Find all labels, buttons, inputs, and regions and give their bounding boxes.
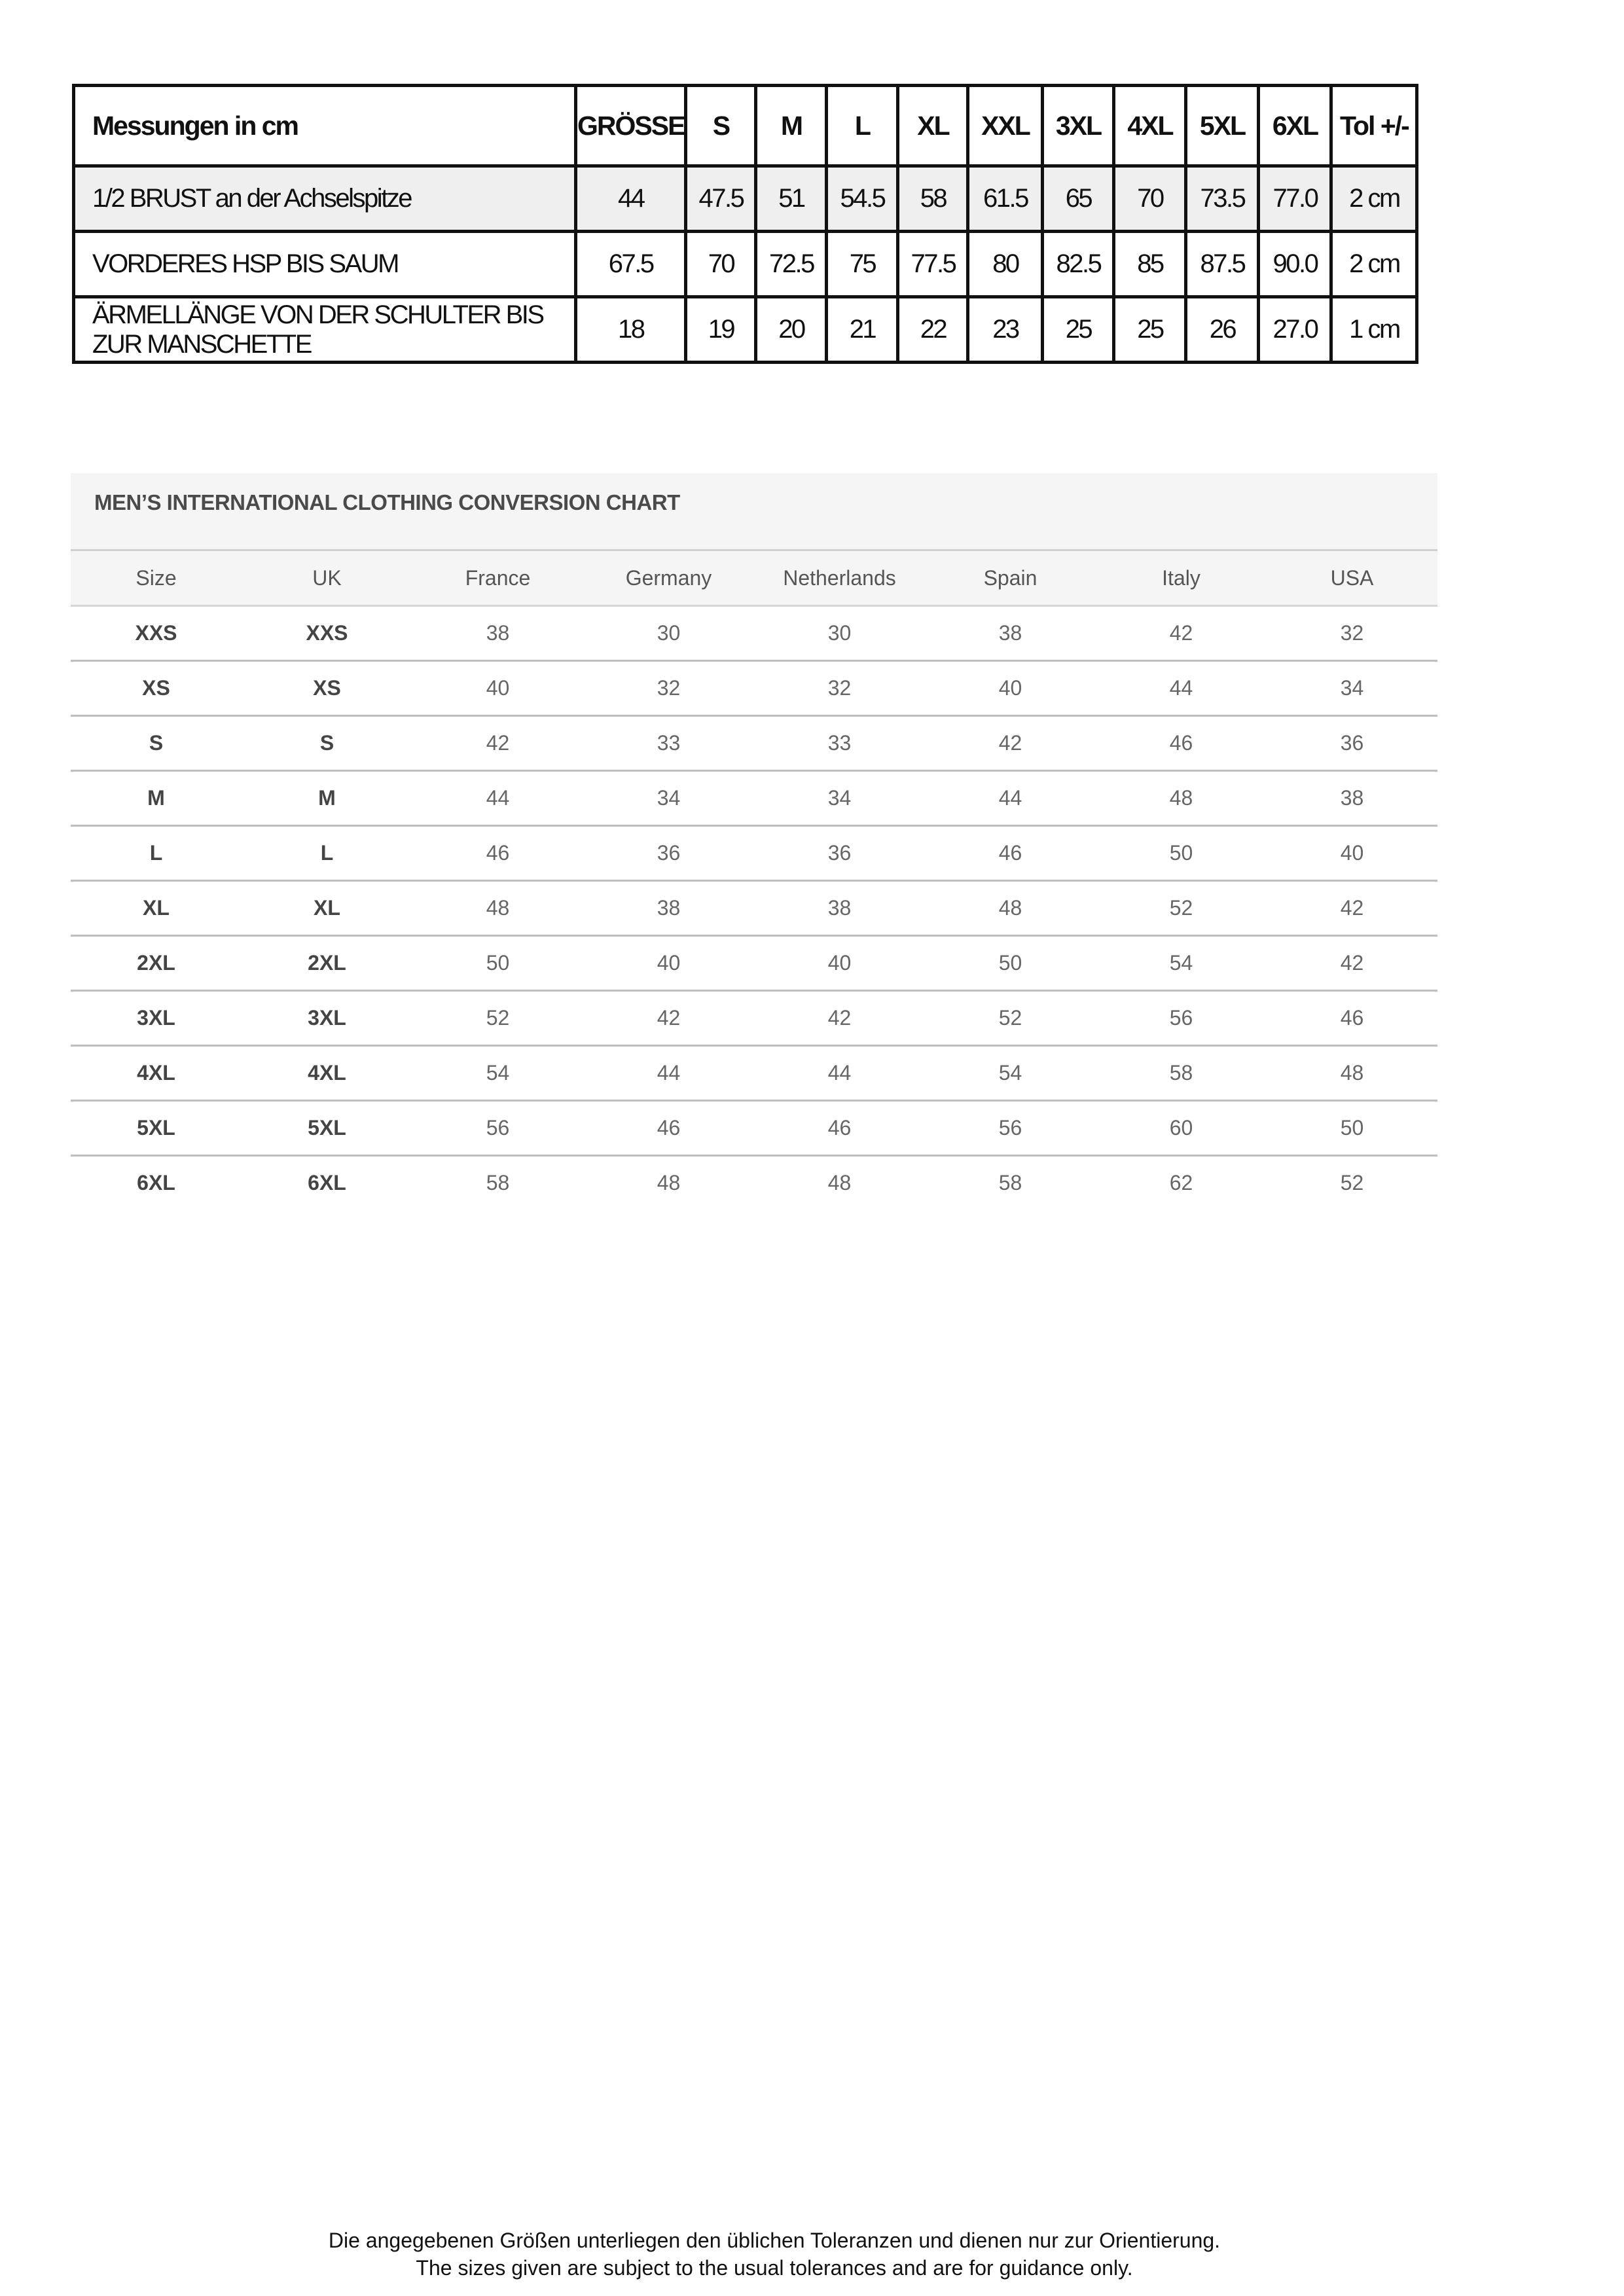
conversion-cell: 42	[1096, 606, 1267, 661]
measurements-header-cell: 6XL	[1259, 86, 1331, 166]
conversion-cell: 56	[1096, 991, 1267, 1046]
conversion-header-cell: UK	[242, 550, 412, 606]
table-row	[71, 881, 1437, 936]
table-row	[71, 826, 1437, 881]
measurements-header-cell: 5XL	[1186, 86, 1259, 166]
conversion-cell: 6XL	[137, 1171, 175, 1194]
measurements-value-cell: 54.5	[827, 166, 898, 232]
measurements-header-cell: L	[827, 86, 898, 166]
conversion-cell: S	[71, 716, 242, 771]
conversion-cell: 32	[583, 661, 754, 716]
conversion-cell: XL	[242, 881, 412, 936]
measurements-value-cell: 77.0	[1259, 166, 1331, 232]
conversion-cell: 48	[412, 881, 583, 936]
conversion-cell: XS	[71, 661, 242, 716]
measurements-value-cell: 75	[827, 232, 898, 297]
conversion-cell: 36	[1267, 716, 1437, 771]
measurements-value-cell: 67.5	[576, 232, 686, 297]
conversion-cell: S	[242, 716, 412, 771]
measurements-value-cell: 70	[686, 232, 756, 297]
conversion-cell: 54	[412, 1046, 583, 1101]
measurements-row-label: VORDERES HSP BIS SAUM	[74, 232, 576, 297]
conversion-table	[71, 549, 1437, 1210]
conversion-cell: 52	[412, 991, 583, 1046]
table-row	[71, 1101, 1437, 1156]
conversion-cell: 3XL	[71, 991, 242, 1046]
measurements-row	[74, 297, 1417, 363]
measurements-value-cell: 22	[898, 297, 968, 363]
table-row	[71, 771, 1437, 826]
conversion-cell: 46	[1096, 716, 1267, 771]
conversion-cell: 54	[1096, 936, 1267, 991]
measurements-value-cell: 87.5	[1186, 232, 1259, 297]
measurements-row-label: ÄRMELLÄNGE VON DER SCHULTER BIS ZUR MANSCHETTE	[74, 297, 576, 363]
conversion-cell: 48	[657, 1171, 681, 1194]
conversion-header-cell: Netherlands	[754, 550, 925, 606]
conversion-cell: 38	[412, 606, 583, 661]
conversion-cell: 50	[412, 936, 583, 991]
measurements-row	[74, 232, 1417, 297]
conversion-cell: XS	[242, 661, 412, 716]
conversion-cell: 44	[1096, 661, 1267, 716]
conversion-cell: M	[71, 771, 242, 826]
measurements-header-cell: GRÖSSE	[576, 86, 686, 166]
conversion-cell: 4XL	[242, 1046, 412, 1101]
measurements-value-cell: 27.0	[1259, 297, 1331, 363]
conversion-cell: 58	[486, 1171, 510, 1194]
conversion-cell: 4XL	[71, 1046, 242, 1101]
measurements-value-cell: 26	[1186, 297, 1259, 363]
conversion-cell: 44	[754, 1046, 925, 1101]
footer-note	[0, 2227, 1624, 2282]
conversion-chart-title: MEN’S INTERNATIONAL CLOTHING CONVERSION CHART	[71, 473, 1437, 549]
conversion-cell: 42	[1267, 881, 1437, 936]
measurements-value-cell: 73.5	[1186, 166, 1259, 232]
conversion-cell: 36	[583, 826, 754, 881]
conversion-cell: 33	[583, 716, 754, 771]
conversion-cell: 40	[754, 936, 925, 991]
conversion-cell: 44	[412, 771, 583, 826]
conversion-cell: 32	[1267, 606, 1437, 661]
conversion-cell: 6XL	[308, 1171, 346, 1194]
conversion-cell: 52	[925, 991, 1096, 1046]
measurements-header-cell: XXL	[968, 86, 1043, 166]
measurements-value-cell: 80	[968, 232, 1043, 297]
measurements-value-cell: 70	[1114, 166, 1186, 232]
conversion-cell: 54	[925, 1046, 1096, 1101]
conversion-cell: 38	[754, 881, 925, 936]
conversion-cell: 40	[583, 936, 754, 991]
footer-line-english: The sizes given are subject to the usual tolerances and are for guidance only.	[416, 2256, 1133, 2280]
conversion-cell: 30	[583, 606, 754, 661]
table-row	[71, 1046, 1437, 1101]
conversion-cell: 46	[1267, 991, 1437, 1046]
conversion-header-cell: Germany	[583, 550, 754, 606]
footer-line-german: Die angegebenen Größen unterliegen den üblichen Toleranzen und dienen nur zur Orientierung.	[328, 2229, 1221, 2252]
conversion-cell: 42	[412, 716, 583, 771]
conversion-cell: 60	[1096, 1101, 1267, 1156]
measurements-header-cell: 4XL	[1114, 86, 1186, 166]
conversion-cell: 44	[925, 771, 1096, 826]
conversion-cell: 42	[583, 991, 754, 1046]
conversion-cell: 58	[998, 1171, 1022, 1194]
conversion-cell: 42	[754, 991, 925, 1046]
conversion-cell: 40	[1267, 826, 1437, 881]
conversion-cell: 44	[583, 1046, 754, 1101]
measurements-value-cell: 90.0	[1259, 232, 1331, 297]
measurements-value-cell: 47.5	[686, 166, 756, 232]
measurements-value-cell: 85	[1114, 232, 1186, 297]
measurements-value-cell: 61.5	[968, 166, 1043, 232]
conversion-cell: XL	[71, 881, 242, 936]
table-row	[71, 661, 1437, 716]
conversion-header-cell: Italy	[1096, 550, 1267, 606]
conversion-cell: 33	[754, 716, 925, 771]
measurements-value-cell: 21	[827, 297, 898, 363]
conversion-cell: 52	[1340, 1171, 1364, 1194]
measurements-value-cell: 19	[686, 297, 756, 363]
measurements-value-cell: 20	[756, 297, 827, 363]
conversion-cell: 2XL	[242, 936, 412, 991]
measurements-value-cell: 44	[576, 166, 686, 232]
conversion-cell: 56	[412, 1101, 583, 1156]
conversion-cell: 36	[754, 826, 925, 881]
conversion-cell: 34	[754, 771, 925, 826]
measurements-header-cell: M	[756, 86, 827, 166]
table-row	[71, 936, 1437, 991]
conversion-cell: 56	[925, 1101, 1096, 1156]
measurements-header-label: Messungen in cm	[74, 86, 576, 166]
measurements-value-cell: 82.5	[1043, 232, 1114, 297]
measurements-value-cell: 77.5	[898, 232, 968, 297]
measurements-value-cell: 51	[756, 166, 827, 232]
conversion-cell: M	[242, 771, 412, 826]
table-row	[71, 1156, 1437, 1210]
measurements-header-row	[74, 86, 1417, 166]
measurements-value-cell: 65	[1043, 166, 1114, 232]
measurements-table	[72, 84, 1418, 364]
measurements-header-cell: 3XL	[1043, 86, 1114, 166]
measurements-row	[74, 166, 1417, 232]
measurements-header-cell: XL	[898, 86, 968, 166]
measurements-header-cell: S	[686, 86, 756, 166]
measurements-value-cell: 72.5	[756, 232, 827, 297]
conversion-cell: 40	[925, 661, 1096, 716]
conversion-cell: 38	[1267, 771, 1437, 826]
conversion-header-cell: France	[412, 550, 583, 606]
measurements-value-cell: 2 cm	[1331, 166, 1417, 232]
conversion-cell: 34	[1267, 661, 1437, 716]
conversion-cell: 48	[1096, 771, 1267, 826]
conversion-cell: 50	[1267, 1101, 1437, 1156]
conversion-cell: 38	[583, 881, 754, 936]
conversion-cell: XXS	[242, 606, 412, 661]
conversion-header-cell: Size	[71, 550, 242, 606]
conversion-chart	[71, 473, 1437, 1210]
conversion-cell: 34	[583, 771, 754, 826]
measurements-value-cell: 23	[968, 297, 1043, 363]
conversion-cell: 46	[754, 1101, 925, 1156]
conversion-cell: 32	[754, 661, 925, 716]
conversion-cell: 42	[1267, 936, 1437, 991]
conversion-cell: 48	[1267, 1046, 1437, 1101]
conversion-cell: 50	[925, 936, 1096, 991]
measurements-value-cell: 18	[576, 297, 686, 363]
measurements-row-label: 1/2 BRUST an der Achselspitze	[74, 166, 576, 232]
conversion-cell: L	[242, 826, 412, 881]
conversion-cell: 62	[1169, 1171, 1193, 1194]
measurements-value-cell: 2 cm	[1331, 232, 1417, 297]
table-row	[71, 991, 1437, 1046]
conversion-cell: XXS	[71, 606, 242, 661]
conversion-header-cell: Spain	[925, 550, 1096, 606]
measurements-value-cell: 25	[1043, 297, 1114, 363]
conversion-cell: 48	[827, 1171, 852, 1194]
table-row	[71, 716, 1437, 771]
conversion-cell: 3XL	[242, 991, 412, 1046]
conversion-cell: 46	[412, 826, 583, 881]
measurements-value-cell: 1 cm	[1331, 297, 1417, 363]
conversion-cell: 5XL	[242, 1101, 412, 1156]
conversion-cell: 2XL	[71, 936, 242, 991]
conversion-header-cell: USA	[1267, 550, 1437, 606]
measurements-value-cell: 58	[898, 166, 968, 232]
conversion-cell: 48	[925, 881, 1096, 936]
conversion-cell: 52	[1096, 881, 1267, 936]
conversion-cell: 40	[412, 661, 583, 716]
conversion-header-row	[71, 550, 1437, 606]
conversion-cell: 42	[925, 716, 1096, 771]
table-row	[71, 606, 1437, 661]
conversion-cell: 46	[583, 1101, 754, 1156]
conversion-cell: 46	[925, 826, 1096, 881]
conversion-cell: 58	[1096, 1046, 1267, 1101]
conversion-cell: L	[71, 826, 242, 881]
measurements-value-cell: 25	[1114, 297, 1186, 363]
conversion-cell: 30	[754, 606, 925, 661]
conversion-cell: 38	[925, 606, 1096, 661]
measurements-header-cell: Tol +/-	[1331, 86, 1417, 166]
conversion-cell: 50	[1096, 826, 1267, 881]
conversion-cell: 5XL	[71, 1101, 242, 1156]
